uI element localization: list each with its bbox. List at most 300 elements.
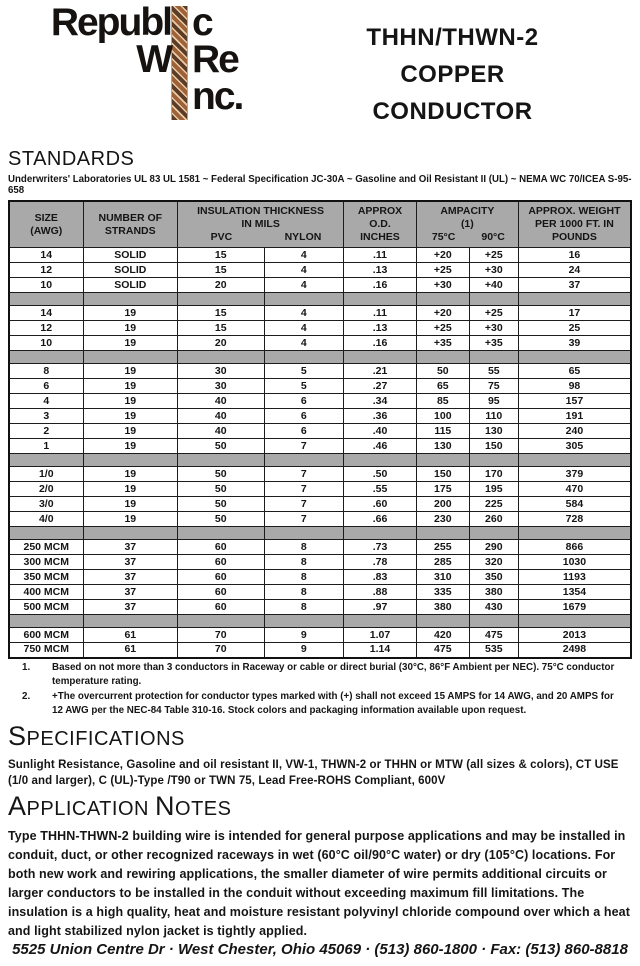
table-cell: 75: [469, 379, 518, 394]
table-cell: 8: [264, 585, 344, 600]
table-cell: 19: [83, 512, 178, 527]
table-cell: SOLID: [83, 263, 178, 278]
table-cell: 12: [9, 321, 83, 336]
table-cell: SOLID: [83, 248, 178, 263]
table-cell: 60: [178, 555, 264, 570]
title-line-3: CONDUCTOR: [372, 97, 533, 125]
application-heading-initial: A: [8, 790, 27, 821]
application-heading-rest: PPLICATION: [26, 797, 149, 820]
table-cell: 19: [83, 394, 178, 409]
table-separator-cell: [518, 527, 631, 540]
table-cell: 6: [264, 424, 344, 439]
table-separator-cell: [416, 527, 469, 540]
table-separator-cell: [469, 293, 518, 306]
conductor-spec-table: [8, 200, 632, 659]
table-cell: 400 MCM: [9, 585, 83, 600]
table-cell: 8: [264, 555, 344, 570]
table-cell: 15: [178, 248, 264, 263]
table-cell: 4: [264, 248, 344, 263]
table-row: [9, 555, 631, 570]
page-header: [8, 1, 632, 134]
table-cell: 335: [416, 585, 469, 600]
table-separator-cell: [344, 454, 417, 467]
table-row: [9, 278, 631, 293]
table-cell: 40: [178, 409, 264, 424]
table-cell: 1.07: [344, 628, 417, 643]
table-cell: 4: [264, 336, 344, 351]
table-cell: 191: [518, 409, 631, 424]
footnote-1-text: Based on not more than 3 conductors in Raceway or cable or direct burial (30°C, 86°F Ambient per NEC). 75°C conductor temperature rating.: [52, 661, 615, 687]
table-separator-row: [9, 527, 631, 540]
notes-heading-rest: OTES: [175, 797, 232, 820]
table-cell: 9: [264, 628, 344, 643]
table-separator-cell: [469, 351, 518, 364]
table-cell: 19: [83, 439, 178, 454]
wire-rope-icon: [171, 6, 188, 120]
company-address-footer: 5525 Union Centre Dr · West Chester, Ohio 45069 · (513) 860-1800 · Fax: (513) 860-8818: [12, 940, 628, 958]
table-separator-cell: [344, 293, 417, 306]
table-cell: 1: [9, 439, 83, 454]
table-cell: 1354: [518, 585, 631, 600]
table-separator-cell: [178, 615, 264, 628]
table-separator-cell: [9, 293, 83, 306]
table-cell: 50: [178, 482, 264, 497]
table-separator-row: [9, 615, 631, 628]
table-cell: 6: [264, 409, 344, 424]
table-cell: +30: [416, 278, 469, 293]
table-separator-cell: [344, 615, 417, 628]
table-cell: 19: [83, 467, 178, 482]
table-separator-cell: [83, 615, 178, 628]
spec-table-body: [9, 248, 631, 658]
table-cell: 2498: [518, 643, 631, 658]
table-separator-cell: [9, 351, 83, 364]
table-cell: 15: [178, 306, 264, 321]
table-cell: 8: [264, 600, 344, 615]
table-cell: 750 MCM: [9, 643, 83, 658]
table-cell: 130: [416, 439, 469, 454]
table-cell: .36: [344, 409, 417, 424]
table-row: [9, 643, 631, 658]
table-cell: 40: [178, 424, 264, 439]
insulation-sub-headers: [179, 231, 342, 244]
table-cell: .50: [344, 467, 417, 482]
title-line-2: COPPER: [400, 60, 505, 88]
table-cell: .16: [344, 278, 417, 293]
table-cell: 175: [416, 482, 469, 497]
table-cell: 10: [9, 278, 83, 293]
table-cell: 20: [178, 336, 264, 351]
table-cell: 60: [178, 540, 264, 555]
table-cell: 50: [416, 364, 469, 379]
table-separator-cell: [518, 351, 631, 364]
table-cell: .97: [344, 600, 417, 615]
table-cell: 98: [518, 379, 631, 394]
table-cell: 1/0: [9, 467, 83, 482]
table-cell: 1193: [518, 570, 631, 585]
table-cell: 37: [518, 278, 631, 293]
table-cell: 85: [416, 394, 469, 409]
table-cell: 50: [178, 467, 264, 482]
table-cell: 12: [9, 263, 83, 278]
table-separator-cell: [344, 351, 417, 364]
table-cell: 600 MCM: [9, 628, 83, 643]
strands-label-line1: NUMBER OF: [98, 211, 163, 224]
table-separator-row: [9, 454, 631, 467]
table-cell: 25: [518, 321, 631, 336]
table-cell: 95: [469, 394, 518, 409]
table-cell: 30: [178, 379, 264, 394]
footnote-2-number: 2.: [22, 690, 31, 702]
table-row: [9, 497, 631, 512]
table-cell: +30: [469, 263, 518, 278]
table-cell: +40: [469, 278, 518, 293]
table-cell: 4/0: [9, 512, 83, 527]
table-separator-cell: [264, 527, 344, 540]
table-header: [9, 201, 631, 248]
table-cell: 19: [83, 306, 178, 321]
col-header-weight: [518, 201, 631, 248]
table-cell: 240: [518, 424, 631, 439]
logo-text-w: W: [136, 38, 171, 81]
table-separator-row: [9, 293, 631, 306]
table-row: [9, 467, 631, 482]
table-cell: 16: [518, 248, 631, 263]
footnote-2-text: +The overcurrent protection for conductor types marked with (+) shall not exceed 15 AMPS for 14 AWG, and 20 AMPS for 12 AWG per the NEC-84 Table 310-16. Stock colors and packaging information available upon request.: [52, 690, 614, 716]
col-header-od: [344, 201, 417, 248]
table-row: [9, 570, 631, 585]
table-row: [9, 512, 631, 527]
table-cell: 19: [83, 497, 178, 512]
table-cell: .66: [344, 512, 417, 527]
table-cell: .11: [344, 306, 417, 321]
table-row: [9, 394, 631, 409]
table-cell: SOLID: [83, 278, 178, 293]
table-cell: 3: [9, 409, 83, 424]
logo-text-republ: Republ: [50, 1, 171, 44]
specifications-heading-rest: PECIFICATIONS: [26, 727, 185, 750]
standards-heading: STANDARDS: [8, 148, 135, 170]
weight-label-line2: PER 1000 FT. IN: [535, 218, 614, 230]
temp-75c-sub-header: 75°C: [431, 231, 456, 243]
logo-text-c: c: [192, 1, 212, 44]
standards-subtext: Underwriters' Laboratories UL 83 UL 1581 ~ Federal Specification JC-30A ~ Gasoline and Oil Resistant II (UL) ~ NEMA WC 70/ICEA S-95-658: [8, 174, 632, 196]
table-cell: .55: [344, 482, 417, 497]
table-row: [9, 585, 631, 600]
title-line-1: THHN/THWN-2: [366, 23, 539, 51]
table-cell: 37: [83, 540, 178, 555]
table-cell: 5: [264, 379, 344, 394]
table-separator-cell: [518, 615, 631, 628]
table-cell: 65: [416, 379, 469, 394]
table-cell: 10: [9, 336, 83, 351]
nylon-sub-header: NYLON: [284, 231, 322, 243]
table-row: [9, 600, 631, 615]
table-cell: .13: [344, 263, 417, 278]
table-cell: 14: [9, 248, 83, 263]
table-footnotes: [22, 661, 632, 719]
table-separator-cell: [178, 527, 264, 540]
table-cell: +20: [416, 306, 469, 321]
table-cell: 4: [264, 263, 344, 278]
table-separator-cell: [178, 454, 264, 467]
table-cell: 225: [469, 497, 518, 512]
table-cell: 50: [178, 497, 264, 512]
table-cell: 8: [264, 570, 344, 585]
table-cell: 55: [469, 364, 518, 379]
notes-heading-initial: N: [155, 790, 176, 821]
table-cell: 50: [178, 512, 264, 527]
table-cell: 150: [416, 467, 469, 482]
table-separator-cell: [469, 527, 518, 540]
table-cell: .78: [344, 555, 417, 570]
table-cell: +35: [469, 336, 518, 351]
table-cell: 4: [264, 321, 344, 336]
table-row: [9, 321, 631, 336]
pvc-sub-header: PVC: [210, 231, 233, 243]
table-row: [9, 424, 631, 439]
table-row: [9, 540, 631, 555]
table-row: [9, 336, 631, 351]
size-label-line1: SIZE: [34, 211, 58, 224]
republic-wire-logo: [8, 1, 273, 134]
table-separator-cell: [518, 454, 631, 467]
table-row: [9, 263, 631, 278]
table-cell: 20: [178, 278, 264, 293]
table-cell: 37: [83, 570, 178, 585]
table-separator-cell: [264, 351, 344, 364]
table-cell: 70: [178, 628, 264, 643]
table-separator-cell: [264, 293, 344, 306]
table-separator-cell: [83, 293, 178, 306]
table-cell: 255: [416, 540, 469, 555]
table-cell: 1679: [518, 600, 631, 615]
table-cell: 350: [469, 570, 518, 585]
table-cell: 320: [469, 555, 518, 570]
insulation-label-line1: INSULATION THICKNESS: [197, 205, 325, 217]
footnote-2: [22, 690, 632, 719]
insulation-label-line2: IN MILS: [241, 218, 280, 230]
table-cell: .34: [344, 394, 417, 409]
table-row: [9, 379, 631, 394]
table-row: [9, 628, 631, 643]
table-cell: 150: [469, 439, 518, 454]
table-cell: 70: [178, 643, 264, 658]
table-row: [9, 306, 631, 321]
table-cell: .60: [344, 497, 417, 512]
od-label-line2: O.D.: [369, 218, 391, 230]
table-separator-cell: [83, 351, 178, 364]
weight-label-line1: APPROX. WEIGHT: [528, 205, 621, 217]
table-cell: 7: [264, 439, 344, 454]
table-separator-cell: [83, 454, 178, 467]
table-separator-cell: [416, 293, 469, 306]
table-cell: 475: [416, 643, 469, 658]
table-cell: 19: [83, 336, 178, 351]
table-cell: .16: [344, 336, 417, 351]
table-separator-row: [9, 351, 631, 364]
table-header-row: [9, 201, 631, 248]
ampacity-label-line2: (1): [460, 218, 474, 230]
table-cell: 61: [83, 628, 178, 643]
table-row: [9, 409, 631, 424]
table-separator-cell: [264, 454, 344, 467]
table-separator-cell: [518, 293, 631, 306]
table-cell: 285: [416, 555, 469, 570]
table-cell: 500 MCM: [9, 600, 83, 615]
table-cell: 9: [264, 643, 344, 658]
table-separator-cell: [178, 351, 264, 364]
table-cell: 24: [518, 263, 631, 278]
ampacity-sub-headers: [418, 231, 517, 244]
col-header-strands: [83, 201, 178, 248]
table-cell: 17: [518, 306, 631, 321]
table-cell: 19: [83, 321, 178, 336]
table-cell: +25: [416, 321, 469, 336]
table-cell: 157: [518, 394, 631, 409]
table-cell: 37: [83, 585, 178, 600]
table-separator-cell: [416, 351, 469, 364]
table-separator-cell: [416, 615, 469, 628]
table-cell: .46: [344, 439, 417, 454]
table-cell: 866: [518, 540, 631, 555]
document-title: [273, 4, 632, 134]
table-row: [9, 248, 631, 263]
table-cell: 60: [178, 570, 264, 585]
ampacity-label-line1: AMPACITY: [440, 205, 495, 217]
specifications-heading-initial: S: [8, 720, 27, 751]
table-cell: 14: [9, 306, 83, 321]
table-cell: 290: [469, 540, 518, 555]
logo-text-re: Re: [192, 38, 238, 81]
table-cell: 350 MCM: [9, 570, 83, 585]
table-cell: 584: [518, 497, 631, 512]
table-separator-cell: [9, 615, 83, 628]
col-header-insulation: [178, 201, 344, 248]
table-cell: 2: [9, 424, 83, 439]
table-cell: 4: [264, 278, 344, 293]
table-cell: 4: [9, 394, 83, 409]
table-cell: 60: [178, 600, 264, 615]
table-separator-cell: [469, 615, 518, 628]
strands-label-line2: STRANDS: [104, 224, 156, 237]
table-cell: 130: [469, 424, 518, 439]
specifications-text: Sunlight Resistance, Gasoline and oil resistant II, VW-1, THWN-2 or THHN or MTW (all sizes & colors), CT USE (1/0 and larger), C (UL)-Type /T90 or TWN 75, Lead Free-ROHS Compliant, 600V: [8, 758, 619, 787]
table-separator-cell: [9, 454, 83, 467]
table-cell: 40: [178, 394, 264, 409]
table-cell: 170: [469, 467, 518, 482]
table-cell: 30: [178, 364, 264, 379]
table-cell: 7: [264, 497, 344, 512]
table-cell: 19: [83, 482, 178, 497]
table-cell: +25: [469, 248, 518, 263]
table-cell: 379: [518, 467, 631, 482]
table-cell: 19: [83, 364, 178, 379]
table-separator-cell: [416, 454, 469, 467]
table-cell: 39: [518, 336, 631, 351]
table-row: [9, 439, 631, 454]
table-cell: 310: [416, 570, 469, 585]
logo-text-nc: nc.: [192, 75, 243, 118]
table-cell: +35: [416, 336, 469, 351]
table-separator-cell: [264, 615, 344, 628]
col-header-size: [9, 201, 83, 248]
table-cell: 195: [469, 482, 518, 497]
table-cell: 260: [469, 512, 518, 527]
table-cell: 50: [178, 439, 264, 454]
table-row: [9, 482, 631, 497]
od-label-line1: APPROX: [357, 205, 403, 217]
table-cell: 475: [469, 628, 518, 643]
table-cell: 110: [469, 409, 518, 424]
table-cell: .27: [344, 379, 417, 394]
table-cell: +25: [469, 306, 518, 321]
table-cell: +30: [469, 321, 518, 336]
table-cell: 1030: [518, 555, 631, 570]
table-cell: 1.14: [344, 643, 417, 658]
footnote-1-number: 1.: [22, 661, 31, 673]
table-cell: 300 MCM: [9, 555, 83, 570]
table-cell: 7: [264, 512, 344, 527]
weight-label-line3: POUNDS: [551, 231, 597, 243]
table-cell: 2013: [518, 628, 631, 643]
table-row: [9, 364, 631, 379]
table-cell: 200: [416, 497, 469, 512]
table-cell: .40: [344, 424, 417, 439]
table-separator-cell: [178, 293, 264, 306]
table-separator-cell: [83, 527, 178, 540]
table-cell: +20: [416, 248, 469, 263]
table-cell: 470: [518, 482, 631, 497]
table-cell: .88: [344, 585, 417, 600]
table-cell: 15: [178, 321, 264, 336]
table-cell: 8: [9, 364, 83, 379]
table-cell: 7: [264, 467, 344, 482]
table-cell: 5: [264, 364, 344, 379]
table-separator-cell: [9, 527, 83, 540]
col-header-ampacity: [416, 201, 518, 248]
table-separator-cell: [469, 454, 518, 467]
table-cell: 2/0: [9, 482, 83, 497]
table-cell: 430: [469, 600, 518, 615]
table-cell: 305: [518, 439, 631, 454]
table-cell: 4: [264, 306, 344, 321]
table-cell: 15: [178, 263, 264, 278]
table-cell: 19: [83, 379, 178, 394]
table-cell: .83: [344, 570, 417, 585]
table-cell: 420: [416, 628, 469, 643]
table-cell: 7: [264, 482, 344, 497]
size-label-line2: (AWG): [30, 224, 63, 237]
table-cell: 19: [83, 409, 178, 424]
table-cell: 380: [469, 585, 518, 600]
table-separator-cell: [344, 527, 417, 540]
table-cell: 6: [9, 379, 83, 394]
table-cell: 115: [416, 424, 469, 439]
application-notes-text: Type THHN-THWN-2 building wire is intended for general purpose applications and may be installed in conduit, duct, or other recognized raceways in wet (60°C oil/90°C water) or dry (105°C) locations. For both new work and rewiring applications, the smaller diameter of wire permits additional circuits or larger conductors to be installed in the conduit without exceeding maximum fill limitations. The insulation is a high quality, heat and moisture resistant polyvinyl chloride compound over which a heat and light stabilized nylon jacket is tightly applied.: [8, 828, 630, 938]
table-cell: 37: [83, 555, 178, 570]
footnote-1: [22, 661, 632, 690]
table-cell: 3/0: [9, 497, 83, 512]
table-cell: 728: [518, 512, 631, 527]
table-cell: 380: [416, 600, 469, 615]
temp-90c-sub-header: 90°C: [481, 231, 505, 243]
table-cell: 100: [416, 409, 469, 424]
table-cell: 61: [83, 643, 178, 658]
application-notes-heading: [8, 792, 632, 825]
table-cell: 37: [83, 600, 178, 615]
table-cell: +25: [416, 263, 469, 278]
